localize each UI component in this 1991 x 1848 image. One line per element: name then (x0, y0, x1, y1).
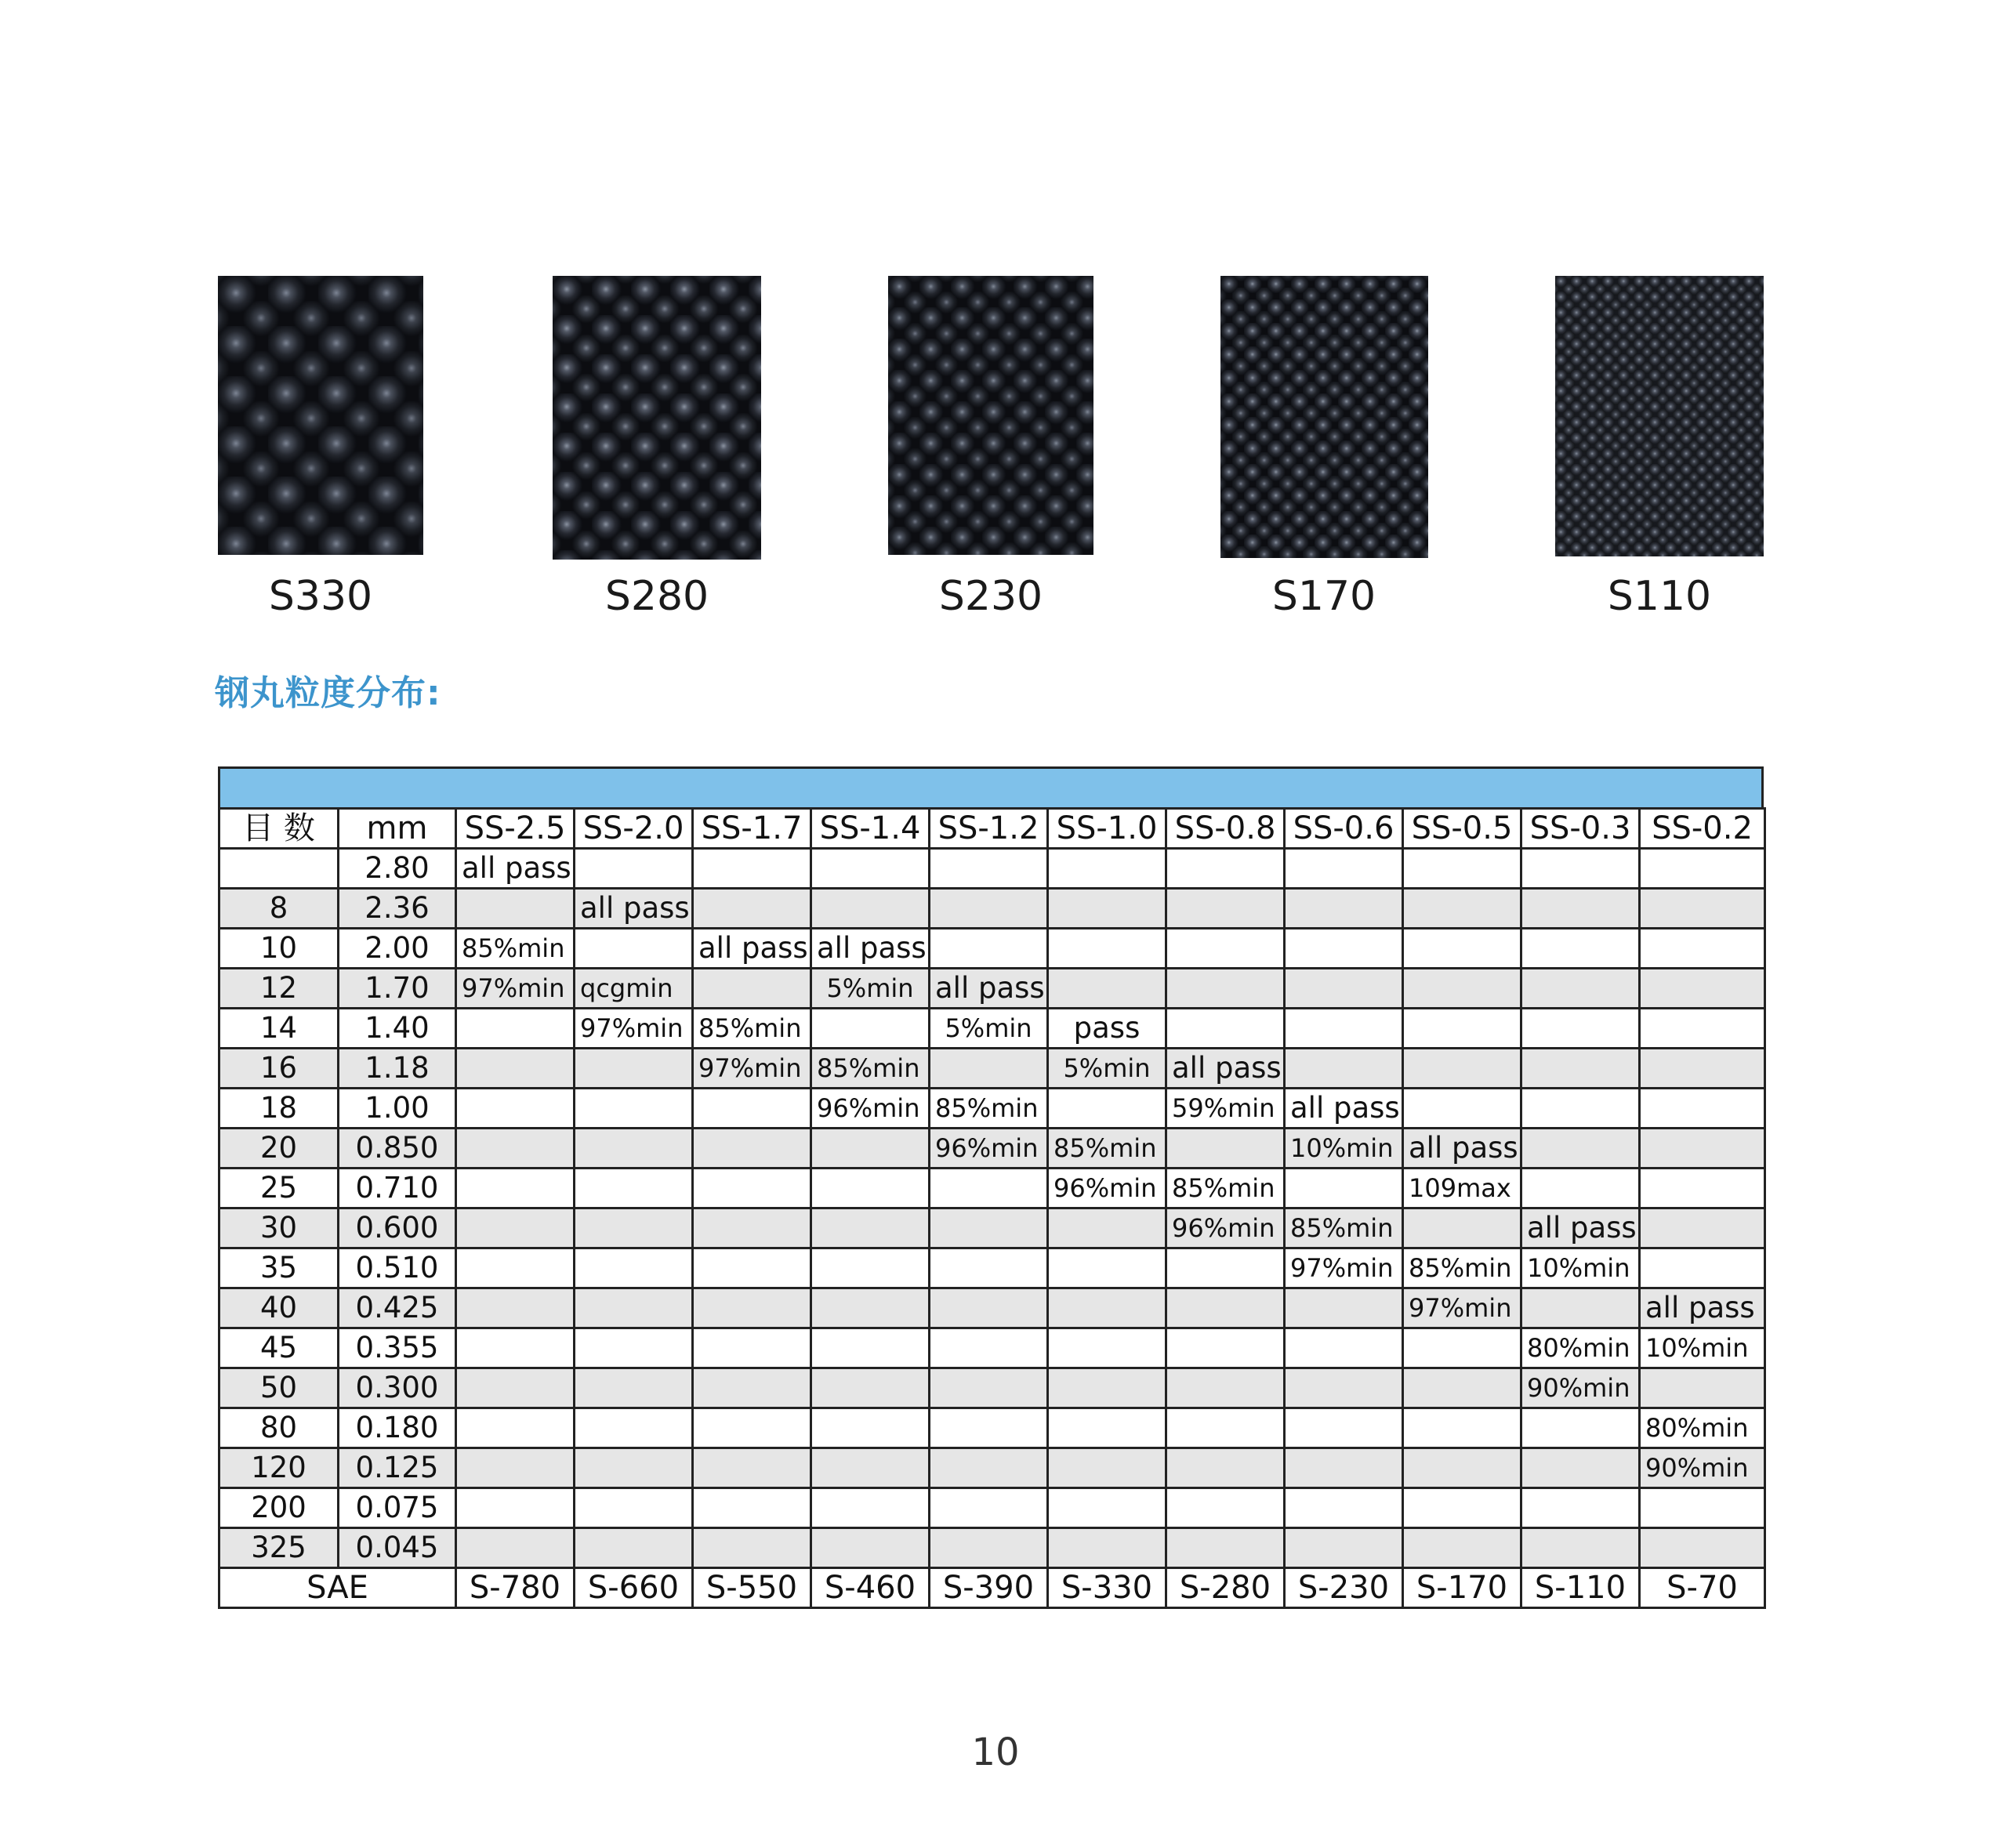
grade-cell (930, 1368, 1048, 1408)
grade-cell (811, 849, 930, 889)
grade-cell: 109max (1403, 1169, 1521, 1208)
grade-cell: pass (1048, 1009, 1166, 1049)
sae-grade-cell: S-390 (930, 1568, 1048, 1608)
column-header: SS-1.0 (1048, 809, 1166, 849)
photo-caption: S280 (604, 573, 709, 620)
mm-cell: 1.40 (339, 1009, 456, 1049)
sae-grade-cell: S-330 (1048, 1568, 1166, 1608)
table-row (219, 1488, 1765, 1528)
grade-cell (1048, 889, 1166, 929)
grade-cell (1403, 1208, 1521, 1248)
grade-cell (1403, 1408, 1521, 1448)
grade-cell: 5%min (811, 969, 930, 1009)
column-header: SS-2.5 (456, 809, 575, 849)
mesh-cell: 18 (219, 1089, 339, 1129)
grade-cell (1048, 1488, 1166, 1528)
grade-cell (811, 1448, 930, 1488)
grade-cell (1403, 1089, 1521, 1129)
mesh-cell: 20 (219, 1129, 339, 1169)
grade-cell (811, 889, 930, 929)
grade-cell (1285, 1528, 1403, 1568)
column-header: 目 数 (219, 809, 339, 849)
mesh-cell: 325 (219, 1528, 339, 1568)
grade-cell (1048, 1089, 1166, 1129)
table-row (219, 849, 1765, 889)
grade-cell (575, 1248, 693, 1288)
table-row (219, 1089, 1765, 1129)
mm-cell: 0.125 (339, 1448, 456, 1488)
steel-shot-photo-s330 (218, 276, 423, 555)
grade-cell (1048, 969, 1166, 1009)
column-header: SS-1.7 (693, 809, 811, 849)
grade-cell (575, 1089, 693, 1129)
table-row (219, 1049, 1765, 1089)
grade-cell (1285, 1368, 1403, 1408)
grade-cell (1403, 849, 1521, 889)
grade-cell (575, 1208, 693, 1248)
grade-cell (456, 1169, 575, 1208)
grade-cell (456, 1009, 575, 1049)
grade-cell (693, 889, 811, 929)
grade-cell (693, 1248, 811, 1288)
grade-cell (1640, 1049, 1765, 1089)
mm-cell: 0.300 (339, 1368, 456, 1408)
mm-cell: 0.045 (339, 1528, 456, 1568)
grade-cell (1166, 1448, 1285, 1488)
grade-cell (1048, 1208, 1166, 1248)
grade-cell: 80%min (1521, 1328, 1640, 1368)
grade-cell (1048, 1368, 1166, 1408)
table-row (219, 1169, 1765, 1208)
grade-cell (1521, 1009, 1640, 1049)
table-row (219, 1448, 1765, 1488)
photo-caption: S170 (1271, 573, 1376, 620)
grade-cell (1403, 929, 1521, 969)
grade-cell (693, 1208, 811, 1248)
grade-cell (1166, 1408, 1285, 1448)
column-header: mm (339, 809, 456, 849)
grade-cell (1166, 1368, 1285, 1408)
grade-cell (930, 1208, 1048, 1248)
grade-cell (693, 1288, 811, 1328)
grade-cell (575, 1169, 693, 1208)
sae-row (219, 1568, 1765, 1608)
grade-cell (693, 1448, 811, 1488)
grade-cell (930, 1528, 1048, 1568)
grade-cell (1285, 889, 1403, 929)
grade-cell (811, 1488, 930, 1528)
grade-cell (693, 1129, 811, 1169)
column-header: SS-0.6 (1285, 809, 1403, 849)
grade-cell (1048, 1528, 1166, 1568)
grade-cell (1403, 1528, 1521, 1568)
grade-cell (930, 1288, 1048, 1328)
mesh-cell: 30 (219, 1208, 339, 1248)
grade-cell: all pass (1285, 1089, 1403, 1129)
mesh-cell: 50 (219, 1368, 339, 1408)
grade-cell (693, 969, 811, 1009)
table-row (219, 929, 1765, 969)
mm-cell: 0.355 (339, 1328, 456, 1368)
grade-cell: 96%min (811, 1089, 930, 1129)
grade-cell (1403, 1368, 1521, 1408)
table-row (219, 1528, 1765, 1568)
grade-cell (575, 1368, 693, 1408)
mm-cell: 2.36 (339, 889, 456, 929)
grade-cell (1048, 849, 1166, 889)
grade-cell (811, 1368, 930, 1408)
grade-cell (575, 1129, 693, 1169)
grade-cell (811, 1208, 930, 1248)
grade-cell (1403, 1488, 1521, 1528)
table-row (219, 1408, 1765, 1448)
grade-cell: all pass (1166, 1049, 1285, 1089)
section-heading: 钢丸粒度分布: (215, 673, 441, 713)
column-header: SS-0.8 (1166, 809, 1285, 849)
grade-cell (1285, 1448, 1403, 1488)
grade-cell (1285, 1488, 1403, 1528)
grade-cell (693, 1169, 811, 1208)
grade-cell (1285, 969, 1403, 1009)
grade-cell: all pass (456, 849, 575, 889)
mesh-cell: 200 (219, 1488, 339, 1528)
grade-cell (1640, 929, 1765, 969)
grade-cell (930, 849, 1048, 889)
grade-cell (1048, 1248, 1166, 1288)
grade-cell (456, 1448, 575, 1488)
mm-cell: 1.18 (339, 1049, 456, 1089)
grade-cell (1521, 1049, 1640, 1089)
mm-cell: 0.510 (339, 1248, 456, 1288)
grade-cell (456, 1408, 575, 1448)
sae-label: SAE (219, 1568, 456, 1608)
grade-cell (930, 1448, 1048, 1488)
grade-cell (693, 1408, 811, 1448)
grade-cell: 10%min (1640, 1328, 1765, 1368)
column-header: SS-0.3 (1521, 809, 1640, 849)
grade-cell: 5%min (930, 1009, 1048, 1049)
steel-shot-photo-s280 (553, 276, 761, 560)
grade-cell (693, 1328, 811, 1368)
column-header: SS-0.2 (1640, 809, 1765, 849)
grade-cell (1521, 1488, 1640, 1528)
grade-cell (1521, 1528, 1640, 1568)
grade-cell (456, 1089, 575, 1129)
mm-cell: 2.00 (339, 929, 456, 969)
mm-cell: 0.425 (339, 1288, 456, 1328)
grade-cell: 85%min (1403, 1248, 1521, 1288)
grade-cell (456, 1248, 575, 1288)
grade-cell (1403, 1328, 1521, 1368)
grade-cell (1521, 889, 1640, 929)
grade-cell (930, 1328, 1048, 1368)
column-header: SS-2.0 (575, 809, 693, 849)
grade-cell: 59%min (1166, 1089, 1285, 1129)
grade-cell: 5%min (1048, 1049, 1166, 1089)
grade-cell (1166, 929, 1285, 969)
grade-cell (1166, 889, 1285, 929)
grade-cell (1403, 1049, 1521, 1089)
mm-cell: 1.00 (339, 1089, 456, 1129)
grade-cell (930, 1408, 1048, 1448)
grade-cell: 97%min (456, 969, 575, 1009)
grade-cell (1166, 1248, 1285, 1288)
grade-cell (930, 929, 1048, 969)
column-header: SS-0.5 (1403, 809, 1521, 849)
grade-cell (811, 1528, 930, 1568)
grade-cell (456, 889, 575, 929)
sae-grade-cell: S-460 (811, 1568, 930, 1608)
grade-table (218, 807, 1766, 1609)
grade-cell (456, 1328, 575, 1368)
grade-cell (575, 849, 693, 889)
grade-cell: all pass (1640, 1288, 1765, 1328)
mesh-cell: 120 (219, 1448, 339, 1488)
table-row (219, 1009, 1765, 1049)
column-header: SS-1.4 (811, 809, 930, 849)
grade-cell (1166, 849, 1285, 889)
page-number: 10 (971, 1730, 1020, 1774)
sae-grade-cell: S-780 (456, 1568, 575, 1608)
grade-cell (1640, 1528, 1765, 1568)
sae-grade-cell: S-280 (1166, 1568, 1285, 1608)
grade-cell: all pass (1521, 1208, 1640, 1248)
grade-cell (1640, 1129, 1765, 1169)
mesh-cell: 40 (219, 1288, 339, 1328)
grade-cell (1048, 1448, 1166, 1488)
steel-shot-photo-s230 (888, 276, 1093, 555)
grade-cell (1521, 849, 1640, 889)
grade-cell (1285, 1009, 1403, 1049)
grade-cell (1403, 889, 1521, 929)
grade-cell: 85%min (456, 929, 575, 969)
grade-cell (930, 1049, 1048, 1089)
grade-cell (693, 1488, 811, 1528)
grade-cell: 96%min (1048, 1169, 1166, 1208)
grade-cell (456, 1129, 575, 1169)
grade-cell (1640, 1368, 1765, 1408)
grade-cell: 85%min (1048, 1129, 1166, 1169)
grade-cell: 10%min (1521, 1248, 1640, 1288)
grade-cell (811, 1288, 930, 1328)
grade-cell: 97%min (693, 1049, 811, 1089)
grade-cell (1640, 969, 1765, 1009)
sae-grade-cell: S-550 (693, 1568, 811, 1608)
grade-cell (1048, 929, 1166, 969)
grade-cell (456, 1288, 575, 1328)
steel-shot-photo-s170 (1220, 276, 1428, 558)
grade-cell (1640, 1488, 1765, 1528)
table-row (219, 969, 1765, 1009)
mesh-cell: 80 (219, 1408, 339, 1448)
grade-cell (1640, 1169, 1765, 1208)
table-row (219, 1248, 1765, 1288)
mesh-cell: 10 (219, 929, 339, 969)
grade-cell (575, 1408, 693, 1448)
mesh-cell: 12 (219, 969, 339, 1009)
grade-cell (1048, 1288, 1166, 1328)
grade-cell (575, 1328, 693, 1368)
sae-grade-cell: S-110 (1521, 1568, 1640, 1608)
mm-cell: 0.850 (339, 1129, 456, 1169)
mm-cell: 0.600 (339, 1208, 456, 1248)
grade-cell (456, 1528, 575, 1568)
mesh-cell (219, 849, 339, 889)
grade-cell (575, 1528, 693, 1568)
grade-cell (456, 1488, 575, 1528)
grade-cell (1640, 889, 1765, 929)
grade-cell (575, 1448, 693, 1488)
column-header: SS-1.2 (930, 809, 1048, 849)
grade-cell (1640, 1208, 1765, 1248)
grade-cell (811, 1169, 930, 1208)
mesh-cell: 8 (219, 889, 339, 929)
grade-cell: all pass (811, 929, 930, 969)
grade-cell (1403, 969, 1521, 1009)
sae-grade-cell: S-660 (575, 1568, 693, 1608)
mm-cell: 0.710 (339, 1169, 456, 1208)
grade-cell (1521, 1129, 1640, 1169)
grade-cell (930, 1169, 1048, 1208)
grade-cell (693, 1368, 811, 1408)
grade-cell: 10%min (1285, 1129, 1403, 1169)
grade-cell (1166, 1528, 1285, 1568)
grade-cell: all pass (1403, 1129, 1521, 1169)
grade-cell (1640, 849, 1765, 889)
grade-cell: all pass (575, 889, 693, 929)
mesh-cell: 14 (219, 1009, 339, 1049)
table-row (219, 1328, 1765, 1368)
grade-cell (1521, 1408, 1640, 1448)
grade-cell: all pass (693, 929, 811, 969)
grade-cell (693, 849, 811, 889)
grade-cell (1285, 1049, 1403, 1089)
mm-cell: 0.180 (339, 1408, 456, 1448)
sae-grade-cell: S-230 (1285, 1568, 1403, 1608)
grade-cell (930, 1488, 1048, 1528)
grade-cell (1166, 1488, 1285, 1528)
grade-cell: 80%min (1640, 1408, 1765, 1448)
table-row (219, 1208, 1765, 1248)
sae-grade-cell: S-170 (1403, 1568, 1521, 1608)
grade-cell (1521, 1169, 1640, 1208)
grade-cell (1403, 1448, 1521, 1488)
mesh-cell: 25 (219, 1169, 339, 1208)
mesh-cell: 35 (219, 1248, 339, 1288)
mesh-cell: 45 (219, 1328, 339, 1368)
grade-cell (1521, 1448, 1640, 1488)
grade-cell (1521, 929, 1640, 969)
steel-shot-photo-s110 (1555, 276, 1764, 556)
grade-cell: 85%min (1166, 1169, 1285, 1208)
grade-cell (1403, 1009, 1521, 1049)
grade-cell (1285, 1288, 1403, 1328)
grade-cell (693, 1089, 811, 1129)
grade-cell: 85%min (811, 1049, 930, 1089)
table-body (219, 809, 1765, 1608)
grade-cell: 85%min (1285, 1208, 1403, 1248)
table-row (219, 1288, 1765, 1328)
table-header-row (219, 809, 1765, 849)
table-row (219, 1368, 1765, 1408)
grade-cell (456, 1208, 575, 1248)
grade-cell (1640, 1089, 1765, 1129)
mm-cell: 1.70 (339, 969, 456, 1009)
grade-cell: 97%min (1403, 1288, 1521, 1328)
grade-cell (1166, 1288, 1285, 1328)
grade-cell (575, 929, 693, 969)
grade-cell: 97%min (1285, 1248, 1403, 1288)
grade-cell (811, 1408, 930, 1448)
grade-cell: 96%min (1166, 1208, 1285, 1248)
grade-cell (1521, 1089, 1640, 1129)
grade-cell (693, 1528, 811, 1568)
grade-cell (1166, 1129, 1285, 1169)
grade-cell (1166, 1009, 1285, 1049)
size-distribution-table (218, 766, 1764, 1609)
product-photo-row (0, 0, 1991, 627)
grade-cell (575, 1488, 693, 1528)
grade-cell (1285, 849, 1403, 889)
photo-caption: S330 (268, 573, 373, 620)
mesh-cell: 16 (219, 1049, 339, 1089)
grade-cell: all pass (930, 969, 1048, 1009)
grade-cell (1521, 1288, 1640, 1328)
grade-cell (811, 1248, 930, 1288)
grade-cell: 96%min (930, 1129, 1048, 1169)
table-title-band (218, 766, 1764, 807)
grade-cell (811, 1009, 930, 1049)
table-row (219, 1129, 1765, 1169)
grade-cell (811, 1129, 930, 1169)
grade-cell (1166, 1328, 1285, 1368)
mm-cell: 2.80 (339, 849, 456, 889)
grade-cell (1285, 1408, 1403, 1448)
grade-cell (1048, 1408, 1166, 1448)
grade-cell (1640, 1009, 1765, 1049)
grade-cell (930, 889, 1048, 929)
grade-cell (456, 1049, 575, 1089)
grade-cell: 90%min (1640, 1448, 1765, 1488)
grade-cell (1640, 1248, 1765, 1288)
table-row (219, 889, 1765, 929)
grade-cell (575, 1288, 693, 1328)
grade-cell (1285, 1328, 1403, 1368)
mm-cell: 0.075 (339, 1488, 456, 1528)
grade-cell: qcgmin (575, 969, 693, 1009)
grade-cell (930, 1248, 1048, 1288)
grade-cell: 85%min (693, 1009, 811, 1049)
grade-cell (575, 1049, 693, 1089)
grade-cell (1166, 969, 1285, 1009)
grade-cell: 90%min (1521, 1368, 1640, 1408)
sae-grade-cell: S-70 (1640, 1568, 1765, 1608)
grade-cell (1521, 969, 1640, 1009)
grade-cell (1048, 1328, 1166, 1368)
grade-cell (1285, 929, 1403, 969)
grade-cell (1285, 1169, 1403, 1208)
grade-cell (456, 1368, 575, 1408)
grade-cell: 85%min (930, 1089, 1048, 1129)
grade-cell (811, 1328, 930, 1368)
photo-caption: S110 (1607, 573, 1712, 620)
photo-caption: S230 (938, 573, 1043, 620)
grade-cell: 97%min (575, 1009, 693, 1049)
